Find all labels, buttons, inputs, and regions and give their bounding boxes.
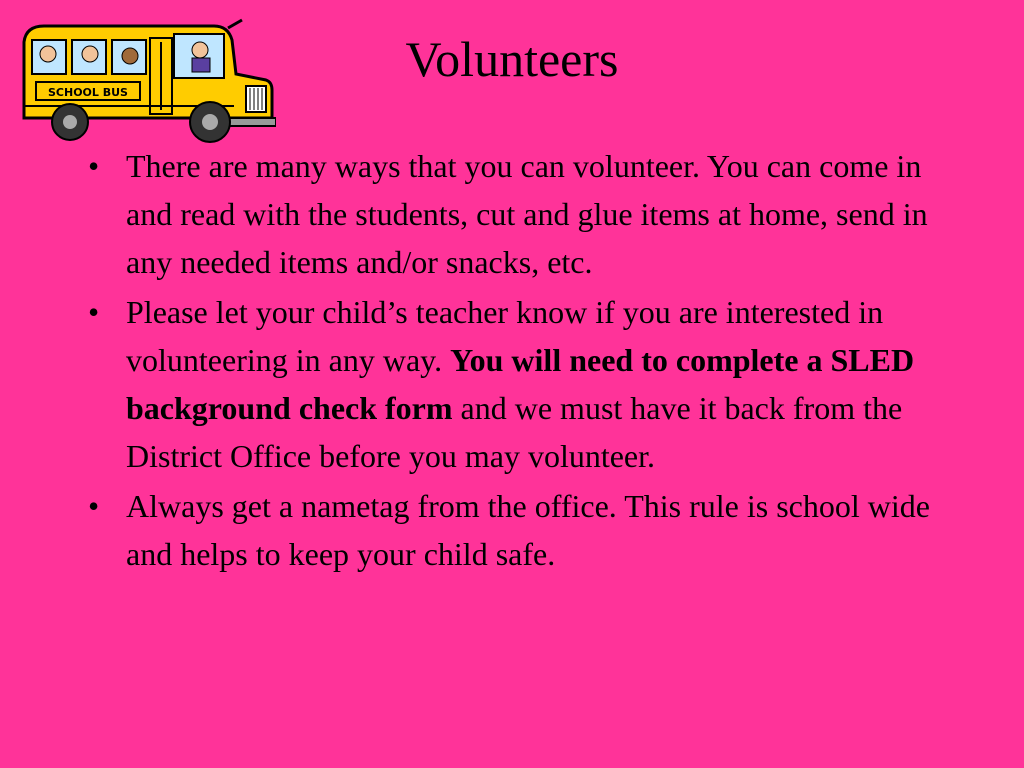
bullet-list bbox=[84, 142, 944, 580]
bullet-text: Always get a nametag from the office. This rule is school wide and helps to keep your child safe. bbox=[126, 488, 930, 572]
bullet-text: and we must have it back from the District Office before you may volunteer. bbox=[126, 390, 903, 474]
bullet-item bbox=[84, 142, 944, 286]
bullet-marker: • bbox=[88, 294, 100, 330]
svg-text:SCHOOL BUS: SCHOOL BUS bbox=[48, 86, 128, 99]
bullet-marker: • bbox=[88, 148, 100, 184]
bullet-text: There are many ways that you can volunteer. You can come in and read with the students, cut and glue items at home, send in any needed items and/or snacks, etc. bbox=[126, 148, 928, 280]
bullet-marker: • bbox=[88, 488, 100, 524]
slide-title: Volunteers bbox=[405, 31, 619, 87]
bullet-item bbox=[84, 482, 944, 578]
bullet-bold-text: You will need to complete a SLED background check form bbox=[126, 342, 915, 426]
bullet-item bbox=[84, 288, 944, 480]
bullet-text: Please let your child’s teacher know if you are interested in volunteering in any way. bbox=[126, 294, 884, 378]
